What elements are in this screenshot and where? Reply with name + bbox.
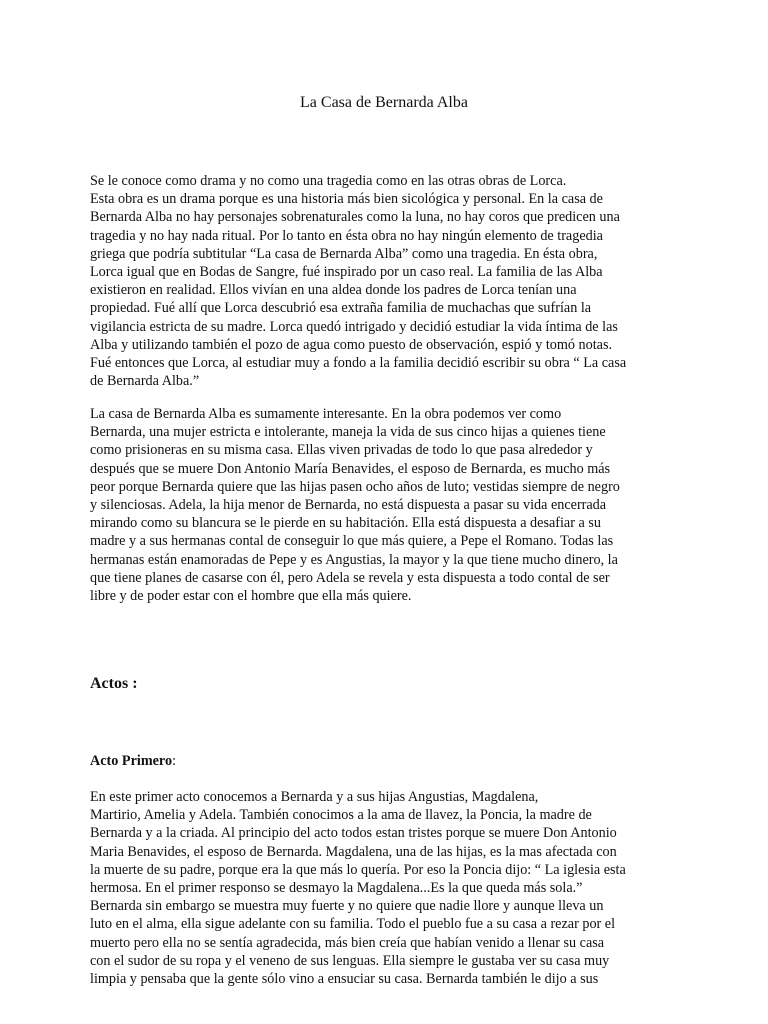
paragraph-intro: Se le conoce como drama y no como una tragedia como en las otras obras de Lorca. Esta obra es un drama porque es una historia más bien sicológica y personal. En la casa de Bernarda Alba no hay personajes sobrenaturales como la luna, no hay coros que predicen una tragedia y no hay nada ritual. Por lo tanto en ésta obra no hay ningún elemento de tragedia griega que podría subtitular “La casa de Bernarda Alba” como una tragedia. En ésta obra, Lorca igual que en Bodas de Sangre, fué inspirado por un caso real. La familia de las Alba existieron en realidad. Ellos vivían en una aldea donde los padres de Lorca tenían una propiedad. Fué allí que Lorca descubrió esa extraña familia de muchachas que sufrían la vigilancia estricta de su madre. Lorca quedó intrigado y decidió estudiar la vida íntima de las Alba y utilizando también el pozo de agua como puesto de observación, espió y tomó notas. Fué entonces que Lorca, al estudiar muy a fondo a la familia decidió escribir su obra “ La casa de Bernarda Alba.” — [90, 173, 627, 390]
paragraph-summary: La casa de Bernarda Alba es sumamente interesante. En la obra podemos ver como Bernarda, una mujer estricta e intolerante, maneja la vida de sus cinco hijas a quienes tiene como prisioneras en su misma casa. Ellas viven privadas de todo lo que pasa alrededor y después que se muere Don Antonio María Benavides, el esposo de Bernarda, es mucho más peor porque Bernarda quiere que las hijas pasen ocho años de luto; vestidas siempre de negro y silenciosas. Adela, la hija menor de Bernarda, no está dispuesta a pasar su vida encerrada mirando como su blancura se le pierde en su habitación. Ella está dispuesta a desafiar a su madre y a sus hermanas contal de conseguir lo que más quiere, a Pepe el Romano. Todas las hermanas están enamoradas de Pepe y es Angustias, la mayor y la que tiene mucho dinero, la que tiene planes de casarse con él, pero Adela se revela y esta dispuesta a todo contal de ser libre y de poder estar con el hombre que ella más quiere. — [90, 406, 620, 605]
subsection-heading-label: Acto Primero — [90, 753, 173, 769]
subsection-heading-colon: : — [172, 753, 177, 769]
subsection-heading-acto-primero — [90, 752, 176, 770]
paragraph-acto-primero: En este primer acto conocemos a Bernarda y a sus hijas Angustias, Magdalena, Martirio, Amelia y Adela. También conocimos a la ama de llavez, la Poncia, la madre de Bernarda y a la criada. Al principio del acto todos estan tristes porque se muere Don Antonio Maria Benavides, el esposo de Bernarda. Magdalena, una de las hijas, es la mas afectada con la muerte de su padre, porque era la que más lo quería. Por eso la Poncia dijo: “ La iglesia esta hermosa. En el primer responso se desmayo la Magdalena...Es la que queda más sola.” Bernarda sin embargo se muestra muy fuerte y no quiere que nadie llore y aunque lleva un luto en el alma, ella sigue adelante con su familia. Todo el pueblo fue a su casa a rezar por el muerto pero ella no se sentía agradecida, más bien creía que habían venido a llenar su casa con el sudor de su ropa y el veneno de sus lenguas. Ella siempre le gustaba ver su casa muy limpia y pensaba que la gente sólo vino a ensuciar su casa. Bernarda también le dijo a sus — [90, 789, 626, 988]
section-heading-actos: Actos : — [90, 675, 138, 692]
document-title: La Casa de Bernarda Alba — [300, 94, 468, 111]
